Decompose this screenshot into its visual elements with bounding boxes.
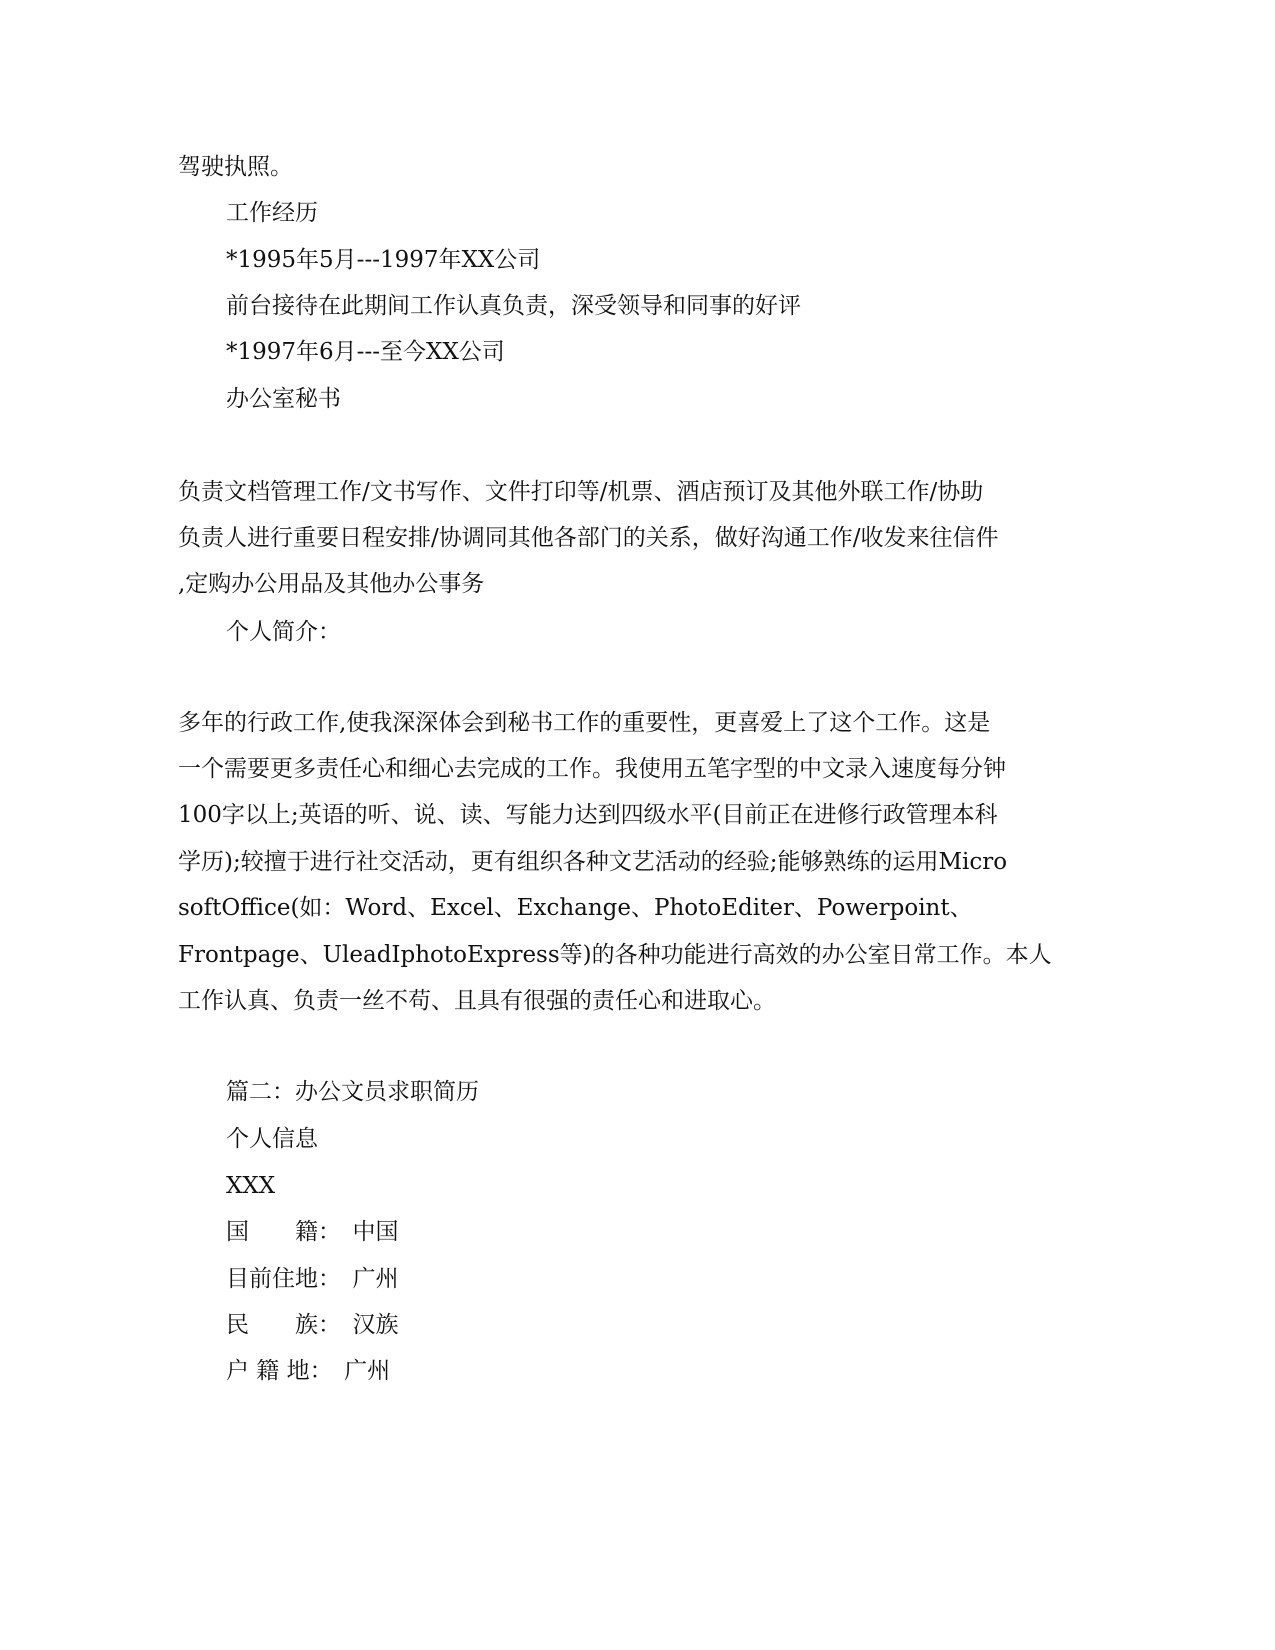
text-line: 工作认真、负责一丝不苟、且具有很强的责任心和进取心。 xyxy=(178,988,776,1014)
text-line: softOffice(如：Word、Excel、Exchange、PhotoEditer、Powerpoint、 xyxy=(178,895,973,921)
section-heading-profile: 个人简介： xyxy=(226,619,341,645)
section-heading-personal-info: 个人信息 xyxy=(226,1126,318,1152)
text-line: 学历);较擅于进行社交活动，更有组织各种文艺活动的经验;能够熟练的运用Micro xyxy=(178,849,1008,875)
info-row-ethnicity: 民 族： 汉族 xyxy=(226,1312,399,1338)
name-value: XXX xyxy=(226,1173,276,1199)
text-line: 100字以上;英语的听、说、读、写能力达到四级水平(目前正在进修行政管理本科 xyxy=(178,802,998,828)
section-heading-part-two: 篇二：办公文员求职简历 xyxy=(226,1079,479,1105)
text-line: ,定购办公用品及其他办公事务 xyxy=(178,571,485,597)
info-row-hukou: 户 籍 地： 广州 xyxy=(226,1358,391,1384)
info-row-residence: 目前住地： 广州 xyxy=(226,1266,399,1292)
text-line: 负责文档管理工作/文书写作、文件打印等/机票、酒店预订及其他外联工作/协助 xyxy=(178,479,984,505)
text-line: 办公室秘书 xyxy=(226,386,341,412)
section-heading-work-history: 工作经历 xyxy=(226,200,318,226)
text-line: 前台接待在此期间工作认真负责，深受领导和同事的好评 xyxy=(226,293,801,319)
text-line: 一个需要更多责任心和细心去完成的工作。我使用五笔字型的中文录入速度每分钟 xyxy=(178,756,1006,782)
text-line: Frontpage、UleadIphotoExpress等)的各种功能进行高效的办公室日常工作。本人 xyxy=(178,942,1052,968)
text-line: 驾驶执照。 xyxy=(178,154,293,180)
text-line: *1997年6月---至今XX公司 xyxy=(226,339,505,365)
text-line: 多年的行政工作,使我深深体会到秘书工作的重要性，更喜爱上了这个工作。这是 xyxy=(178,710,991,736)
text-line: *1995年5月---1997年XX公司 xyxy=(226,247,541,273)
text-line: 负责人进行重要日程安排/协调同其他各部门的关系，做好沟通工作/收发来往信件 xyxy=(178,525,999,551)
info-row-nationality: 国 籍： 中国 xyxy=(226,1219,399,1245)
